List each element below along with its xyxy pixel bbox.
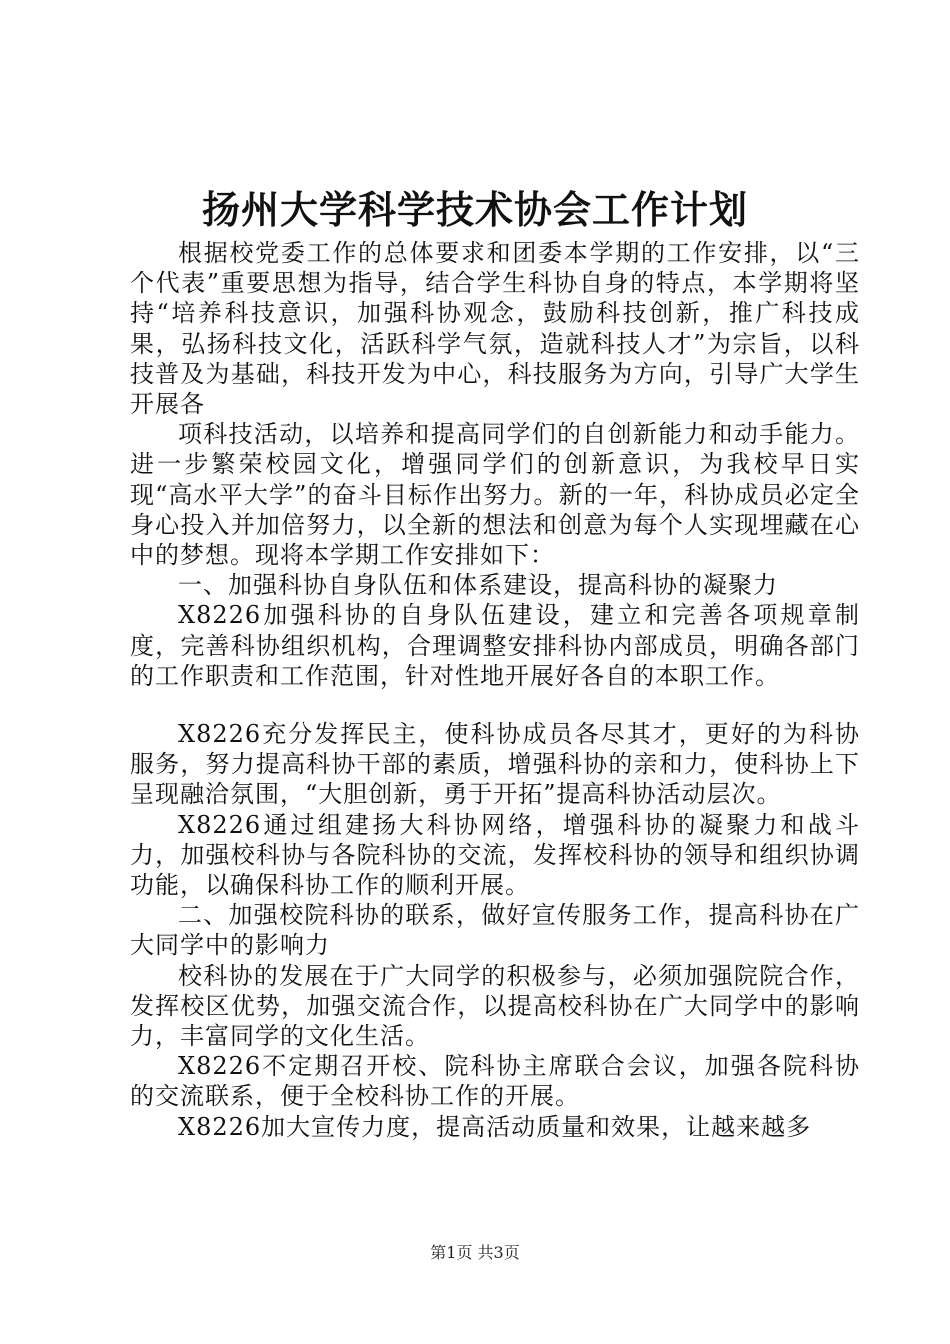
paragraph-3: X8226加强科协的自身队伍建设，建立和完善各项规章制度，完善科协组织机构，合理调整安排科协内部成员，明确各部门的工作职责和工作范围，针对性地开展好各自的本职工作。	[130, 601, 860, 690]
section-heading-2: 二、加强校院科协的联系，做好宣传服务工作，提高科协在广大同学中的影响力	[130, 901, 860, 960]
paragraph-1: 根据校党委工作的总体要求和团委本学期的工作安排，以“三个代表”重要思想为指导，结合学生科协自身的特点，本学期将坚持“培养科技意识，加强科协观念，鼓励科技创新，推广科技成果，弘扬科技文化，活跃科学气氛，造就科技人才”为宗旨，以科技普及为基础，科技开发为中心，科技服务为方向，引导广大学生开展各	[130, 239, 860, 419]
document-body	[130, 238, 860, 1142]
paragraph-6: 校科协的发展在于广大同学的积极参与，必须加强院院合作，发挥校区优势，加强交流合作，以提高校科协在广大同学中的影响力，丰富同学的文化生活。	[130, 961, 860, 1051]
paragraph-7: X8226不定期召开校、院科协主席联合会议，加强各院科协的交流联系，便于全校科协工作的开展。	[130, 1052, 860, 1111]
paragraph-2: 项科技活动，以培养和提高同学们的自创新能力和动手能力。进一步繁荣校园文化，增强同学们的创新意识，为我校早日实现“高水平大学”的奋斗目标作出努力。新的一年，科协成员必定全身心投入并加倍努力，以全新的想法和创意为每个人实现埋藏在心中的梦想。现将本学期工作安排如下：	[130, 420, 860, 570]
paragraph-5: X8226通过组建扬大科协网络，增强科协的凝聚力和战斗力，加强校科协与各院科协的交流，发挥校科协的领导和组织协调功能，以确保科协工作的顺利开展。	[130, 810, 860, 900]
paragraph-8: X8226加大宣传力度，提高活动质量和效果，让越来越多	[178, 1112, 812, 1141]
page-footer: 第1页 共3页	[430, 1243, 520, 1262]
paragraph-4: X8226充分发挥民主，使科协成员各尽其才，更好的为科协服务，努力提高科协干部的素质，增强科协的亲和力，使科协上下呈现融洽氛围，“大胆创新，勇于开拓”提高科协活动层次。	[130, 720, 860, 809]
section-heading-1: 一、加强科协自身队伍和体系建设，提高科协的凝聚力	[178, 571, 778, 600]
document-title: 扬州大学科学技术协会工作计划	[201, 187, 748, 232]
paragraph-gap	[130, 691, 860, 719]
